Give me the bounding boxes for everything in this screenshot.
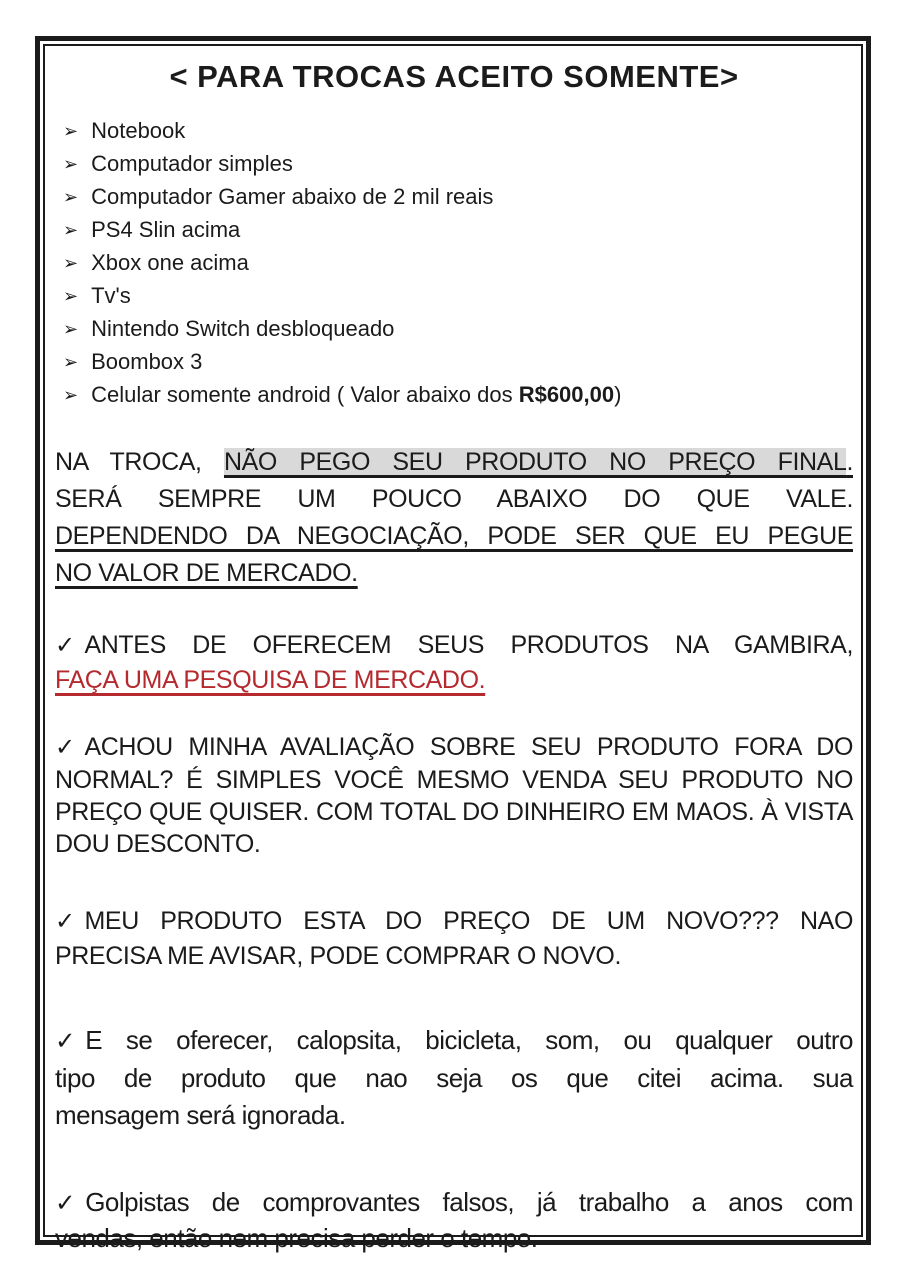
arrow-bullet-icon: ➢ bbox=[63, 121, 79, 141]
text-segment: Boombox 3 bbox=[91, 349, 203, 374]
text-line bbox=[55, 939, 853, 974]
text-segment: . bbox=[846, 448, 853, 476]
text-segment: tipo de produto que nao seja os que citei acima. sua bbox=[55, 1063, 853, 1093]
list-item-text bbox=[91, 114, 185, 147]
text-segment: PRECISA ME AVISAR, PODE COMPRAR O NOVO. bbox=[55, 942, 622, 970]
text-line bbox=[55, 1060, 853, 1097]
check-icon: ✓ bbox=[55, 1028, 76, 1055]
text-segment: Xbox one acima bbox=[91, 250, 249, 275]
new-price-note bbox=[55, 904, 853, 974]
list-item bbox=[55, 345, 853, 378]
document-frame-inner bbox=[43, 44, 863, 1253]
accept-list bbox=[55, 114, 853, 411]
list-item-text bbox=[91, 147, 293, 180]
check-icon: ✓ bbox=[55, 632, 75, 659]
arrow-bullet-icon: ➢ bbox=[63, 352, 79, 372]
trade-pricing-note bbox=[55, 444, 853, 592]
market-research-warning bbox=[55, 628, 853, 698]
text-segment: SERÁ SEMPRE UM POUCO ABAIXO DO QUE VALE. bbox=[55, 485, 853, 513]
text-segment: MEU PRODUTO ESTA DO PREÇO DE UM NOVO??? NAO bbox=[84, 907, 853, 935]
text-segment: ANTES DE OFERECEM SEUS PRODUTOS NA GAMBIRA, bbox=[84, 631, 853, 659]
text-segment: E se oferecer, calopsita, bicicleta, som, ou qualquer outro bbox=[85, 1025, 853, 1055]
text-segment: NA TROCA, bbox=[55, 448, 224, 476]
list-item bbox=[55, 279, 853, 312]
arrow-bullet-icon: ➢ bbox=[63, 220, 79, 240]
text-segment: DOU DESCONTO. bbox=[55, 830, 261, 858]
list-item-text bbox=[91, 213, 240, 246]
list-item bbox=[55, 147, 853, 180]
text-segment: Celular somente android ( Valor abaixo dos bbox=[91, 382, 519, 407]
text-line bbox=[55, 764, 853, 796]
text-segment: NORMAL? É SIMPLES VOCÊ MESMO VENDA SEU PRODUTO NO bbox=[55, 766, 853, 794]
list-item bbox=[55, 378, 853, 411]
text-line bbox=[55, 444, 853, 481]
page-title: < PARA TROCAS ACEITO SOMENTE> bbox=[169, 59, 739, 94]
list-item bbox=[55, 246, 853, 279]
text-segment: ) bbox=[614, 382, 622, 407]
text-segment: vendas, então nem precisa perder o tempo. bbox=[55, 1223, 538, 1253]
text-segment: NO VALOR DE MERCADO. bbox=[55, 559, 358, 587]
text-line bbox=[55, 518, 853, 555]
list-item-text bbox=[91, 246, 249, 279]
text-segment: ACHOU MINHA AVALIAÇÃO SOBRE SEU PRODUTO FORA DO bbox=[84, 733, 853, 761]
text-line bbox=[55, 828, 853, 860]
text-line bbox=[55, 731, 853, 764]
arrow-bullet-icon: ➢ bbox=[63, 154, 79, 174]
terms-paragraphs bbox=[55, 444, 853, 1256]
text-segment: Computador simples bbox=[91, 151, 293, 176]
list-item-text bbox=[91, 180, 493, 213]
text-line bbox=[55, 481, 853, 518]
text-line bbox=[55, 1221, 853, 1256]
text-line bbox=[55, 628, 853, 663]
text-segment: Computador Gamer abaixo de 2 mil reais bbox=[91, 184, 494, 209]
list-item-text bbox=[91, 345, 202, 378]
unwanted-offers-note bbox=[55, 1022, 853, 1134]
text-segment: Nintendo Switch desbloqueado bbox=[91, 316, 395, 341]
text-segment: NÃO PEGO SEU PRODUTO NO PREÇO FINAL bbox=[223, 448, 847, 476]
text-segment: DEPENDENDO DA NEGOCIAÇÃO, PODE SER QUE EU PEGUE bbox=[55, 522, 853, 550]
text-segment: FAÇA UMA PESQUISA DE MERCADO. bbox=[55, 666, 486, 694]
list-item-text bbox=[91, 279, 131, 312]
text-line bbox=[55, 555, 853, 592]
text-segment: Tv's bbox=[91, 283, 131, 308]
arrow-bullet-icon: ➢ bbox=[63, 385, 79, 405]
list-item bbox=[55, 213, 853, 246]
text-segment: Golpistas de comprovantes falsos, já trabalho a anos com bbox=[85, 1187, 853, 1217]
scammers-warning bbox=[55, 1185, 853, 1256]
list-item bbox=[55, 180, 853, 213]
arrow-bullet-icon: ➢ bbox=[63, 319, 79, 339]
document-frame bbox=[35, 36, 871, 1253]
text-segment: mensagem será ignorada. bbox=[55, 1100, 346, 1130]
arrow-bullet-icon: ➢ bbox=[63, 187, 79, 207]
list-item bbox=[55, 312, 853, 345]
price-disagreement-note bbox=[55, 731, 853, 860]
arrow-bullet-icon: ➢ bbox=[63, 253, 79, 273]
text-line bbox=[55, 663, 853, 698]
list-item-text bbox=[91, 378, 621, 411]
check-icon: ✓ bbox=[55, 1190, 76, 1217]
text-line bbox=[55, 1022, 853, 1060]
check-icon: ✓ bbox=[55, 908, 75, 935]
text-segment: R$600,00 bbox=[518, 382, 615, 407]
check-icon: ✓ bbox=[55, 734, 75, 761]
text-segment: PS4 Slin acima bbox=[91, 217, 241, 242]
text-line bbox=[55, 904, 853, 939]
list-item-text bbox=[91, 312, 394, 345]
text-line bbox=[55, 1185, 853, 1221]
text-segment: PREÇO QUE QUISER. COM TOTAL DO DINHEIRO EM MAOS. À VISTA bbox=[55, 798, 853, 826]
list-item bbox=[55, 114, 853, 147]
text-line bbox=[55, 1097, 853, 1134]
arrow-bullet-icon: ➢ bbox=[63, 286, 79, 306]
text-line bbox=[55, 796, 853, 828]
text-segment: Notebook bbox=[91, 118, 186, 143]
